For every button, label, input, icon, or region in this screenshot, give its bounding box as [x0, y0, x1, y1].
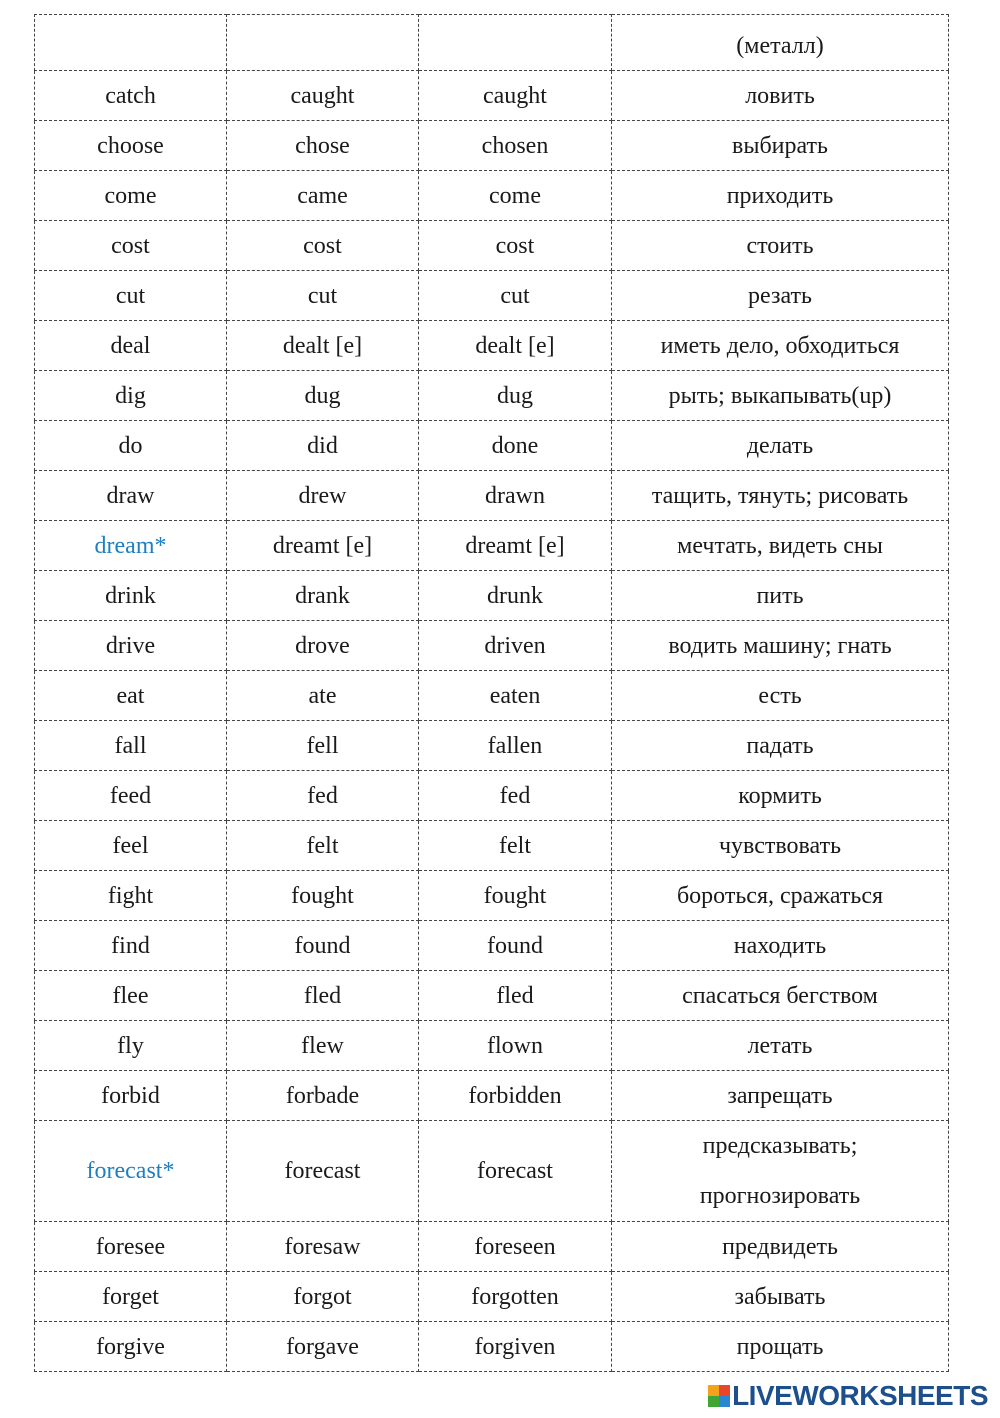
translation-cell: прощать — [612, 1322, 949, 1372]
table-row — [35, 471, 949, 521]
base-form-cell: drink — [35, 571, 227, 621]
base-form-cell: eat — [35, 671, 227, 721]
translation-cell: находить — [612, 921, 949, 971]
table-row — [35, 871, 949, 921]
past-simple-cell: cut — [227, 271, 419, 321]
table-row — [35, 621, 949, 671]
past-participle-cell: foreseen — [419, 1222, 612, 1272]
table-row — [35, 71, 949, 121]
translation-cell: кормить — [612, 771, 949, 821]
table-row — [35, 1071, 949, 1121]
base-form-cell: forbid — [35, 1071, 227, 1121]
irregular-verbs-table — [34, 14, 949, 1372]
base-form-cell: fall — [35, 721, 227, 771]
base-form-cell: come — [35, 171, 227, 221]
past-simple-cell: dreamt [e] — [227, 521, 419, 571]
translation-cell: выбирать — [612, 121, 949, 171]
table-row — [35, 971, 949, 1021]
past-simple-cell — [227, 15, 419, 71]
past-simple-cell: ate — [227, 671, 419, 721]
past-simple-cell: forgot — [227, 1272, 419, 1322]
base-form-cell: fight — [35, 871, 227, 921]
translation-cell: летать — [612, 1021, 949, 1071]
past-participle-cell: forgiven — [419, 1322, 612, 1372]
past-participle-cell: dreamt [e] — [419, 521, 612, 571]
base-form-cell: do — [35, 421, 227, 471]
past-participle-cell: cut — [419, 271, 612, 321]
table-row — [35, 671, 949, 721]
past-participle-cell: done — [419, 421, 612, 471]
translation-cell: водить машину; гнать — [612, 621, 949, 671]
past-participle-cell: forbidden — [419, 1071, 612, 1121]
past-simple-cell: found — [227, 921, 419, 971]
past-simple-cell: fought — [227, 871, 419, 921]
past-participle-cell: fallen — [419, 721, 612, 771]
past-simple-cell: foresaw — [227, 1222, 419, 1272]
table-row — [35, 571, 949, 621]
past-simple-cell: came — [227, 171, 419, 221]
brand-text: LIVEWORKSHEETS — [732, 1380, 988, 1411]
base-form-cell: draw — [35, 471, 227, 521]
past-simple-cell: drank — [227, 571, 419, 621]
translation-cell: тащить, тянуть; рисовать — [612, 471, 949, 521]
translation-cell — [612, 1121, 949, 1222]
translation-cell: спасаться бегством — [612, 971, 949, 1021]
past-participle-cell: eaten — [419, 671, 612, 721]
translation-cell: пить — [612, 571, 949, 621]
past-participle-cell: flown — [419, 1021, 612, 1071]
base-form-cell: catch — [35, 71, 227, 121]
base-form-cell: foresee — [35, 1222, 227, 1272]
past-participle-cell: come — [419, 171, 612, 221]
past-participle-cell: fed — [419, 771, 612, 821]
translation-cell: есть — [612, 671, 949, 721]
translation-cell: делать — [612, 421, 949, 471]
table-row — [35, 121, 949, 171]
table-row — [35, 15, 949, 71]
table-row — [35, 521, 949, 571]
past-simple-cell: drew — [227, 471, 419, 521]
past-participle-cell: drunk — [419, 571, 612, 621]
base-form-cell: drive — [35, 621, 227, 671]
base-form-cell: feed — [35, 771, 227, 821]
translation-cell: резать — [612, 271, 949, 321]
past-participle-cell: found — [419, 921, 612, 971]
base-form-cell: dream* — [35, 521, 227, 571]
table-row — [35, 1021, 949, 1071]
verbs-table-body — [35, 15, 949, 1372]
base-form-cell: cut — [35, 271, 227, 321]
table-row — [35, 321, 949, 371]
translation-line: предсказывать; — [702, 1133, 858, 1159]
translation-cell: приходить — [612, 171, 949, 221]
translation-cell: ловить — [612, 71, 949, 121]
past-simple-cell: dug — [227, 371, 419, 421]
base-form-cell: find — [35, 921, 227, 971]
liveworksheets-logo-icon — [708, 1385, 730, 1407]
base-form-cell: deal — [35, 321, 227, 371]
past-participle-cell: dealt [e] — [419, 321, 612, 371]
translation-cell: иметь дело, обходиться — [612, 321, 949, 371]
past-participle-cell: cost — [419, 221, 612, 271]
past-participle-cell: forecast — [419, 1121, 612, 1222]
table-row — [35, 371, 949, 421]
past-participle-cell: felt — [419, 821, 612, 871]
past-participle-cell: driven — [419, 621, 612, 671]
liveworksheets-logo — [708, 1381, 988, 1411]
past-participle-cell: fled — [419, 971, 612, 1021]
past-simple-cell: drove — [227, 621, 419, 671]
base-form-cell: flee — [35, 971, 227, 1021]
past-simple-cell: flew — [227, 1021, 419, 1071]
past-simple-cell: fled — [227, 971, 419, 1021]
table-row — [35, 1272, 949, 1322]
past-simple-cell: fell — [227, 721, 419, 771]
past-participle-cell: chosen — [419, 121, 612, 171]
table-row — [35, 1322, 949, 1372]
past-simple-cell: felt — [227, 821, 419, 871]
base-form-cell: choose — [35, 121, 227, 171]
past-simple-cell: forecast — [227, 1121, 419, 1222]
past-simple-cell: did — [227, 421, 419, 471]
past-participle-cell: dug — [419, 371, 612, 421]
past-simple-cell: fed — [227, 771, 419, 821]
table-row — [35, 1222, 949, 1272]
table-row — [35, 221, 949, 271]
table-row — [35, 771, 949, 821]
base-form-cell: forget — [35, 1272, 227, 1322]
table-row — [35, 721, 949, 771]
base-form-cell: forecast* — [35, 1121, 227, 1222]
past-simple-cell: dealt [e] — [227, 321, 419, 371]
past-simple-cell: forgave — [227, 1322, 419, 1372]
table-row — [35, 921, 949, 971]
base-form-cell: dig — [35, 371, 227, 421]
translation-cell: (металл) — [612, 15, 949, 71]
past-participle-cell: caught — [419, 71, 612, 121]
table-row — [35, 821, 949, 871]
translation-cell: запрещать — [612, 1071, 949, 1121]
table-row — [35, 271, 949, 321]
translation-cell: забывать — [612, 1272, 949, 1322]
past-participle-cell: fought — [419, 871, 612, 921]
past-participle-cell: forgotten — [419, 1272, 612, 1322]
past-participle-cell — [419, 15, 612, 71]
past-simple-cell: chose — [227, 121, 419, 171]
translation-cell: мечтать, видеть сны — [612, 521, 949, 571]
translation-cell: бороться, сражаться — [612, 871, 949, 921]
base-form-cell: cost — [35, 221, 227, 271]
base-form-cell: feel — [35, 821, 227, 871]
table-row — [35, 421, 949, 471]
table-row — [35, 171, 949, 221]
base-form-cell: fly — [35, 1021, 227, 1071]
past-simple-cell: cost — [227, 221, 419, 271]
past-simple-cell: caught — [227, 71, 419, 121]
translation-cell: чувствовать — [612, 821, 949, 871]
past-participle-cell: drawn — [419, 471, 612, 521]
table-row — [35, 1121, 949, 1222]
translation-cell: предвидеть — [612, 1222, 949, 1272]
translation-line: прогнозировать — [699, 1183, 861, 1209]
translation-cell: падать — [612, 721, 949, 771]
base-form-cell: forgive — [35, 1322, 227, 1372]
base-form-cell — [35, 15, 227, 71]
past-simple-cell: forbade — [227, 1071, 419, 1121]
translation-cell: стоить — [612, 221, 949, 271]
translation-cell: рыть; выкапывать(up) — [612, 371, 949, 421]
